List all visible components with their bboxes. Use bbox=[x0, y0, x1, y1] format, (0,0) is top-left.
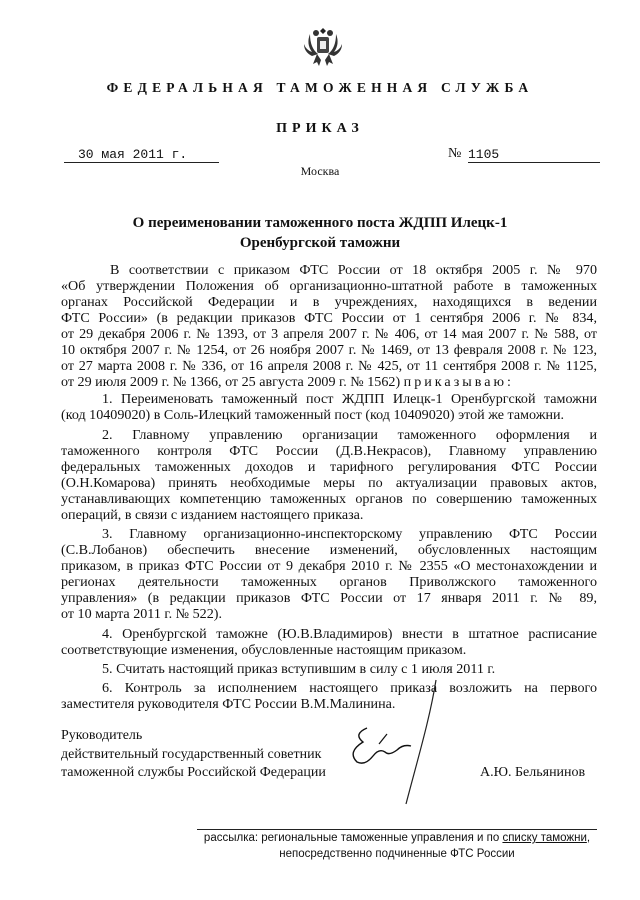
body-line: 3. Главному организационно-инспекторскому управлению ФТС России bbox=[102, 526, 597, 542]
body-line-text: от 29 июля 2009 г. № 1366, от 25 августа 2009 г. № 1562) bbox=[61, 374, 401, 390]
body-line: заместителя руководителя ФТС России В.М.Малинина. bbox=[61, 696, 396, 712]
body-line: федеральных таможенных доходов и тарифного регулирования ФТС России bbox=[61, 459, 597, 475]
signer-role-2: действительный государственный советник bbox=[61, 747, 322, 762]
body-line: органах Российской Федерации и в учреждениях, находящихся в ведении bbox=[61, 294, 597, 310]
body-line: таможенного контроля ФТС России (Д.В.Некрасов), Главному управлению bbox=[61, 443, 597, 459]
order-date: 30 мая 2011 г. bbox=[64, 147, 219, 163]
body-line: от 29 декабря 2006 г. № 1393, от 3 апреля 2007 г. № 406, от 14 мая 2007 г. № 588, от bbox=[61, 326, 597, 342]
body-line bbox=[61, 374, 597, 390]
title-line-1: О переименовании таможенного поста ЖДПП Илецк-1 bbox=[132, 215, 508, 231]
handwritten-signature bbox=[345, 722, 420, 780]
body-line: операций, в связи с изданием настоящего приказа. bbox=[61, 507, 364, 523]
distribution-prefix: рассылка: региональные таможенные управления и по bbox=[203, 832, 503, 844]
body-line: устанавливающих компетенцию таможенных органов по совершению таможенных bbox=[61, 491, 597, 507]
body-line: 1. Переименовать таможенный пост ЖДПП Илецк-1 Оренбургской таможни bbox=[102, 391, 597, 407]
body-line: 10 октября 2007 г. № 1254, от 26 ноября 2007 г. № 1469, от 13 февраля 2008 г. № 123, bbox=[61, 342, 597, 358]
body-line: соответствующие изменения, обусловленные настоящим приказом. bbox=[61, 642, 467, 658]
signer-role-1: Руководитель bbox=[61, 728, 143, 743]
body-line: В соответствии с приказом ФТС России от 18 октября 2005 г. № 970 bbox=[110, 262, 597, 278]
order-verb: приказываю: bbox=[403, 374, 514, 390]
distribution-line-1 bbox=[197, 832, 597, 844]
city: Москва bbox=[300, 164, 340, 178]
order-title bbox=[0, 213, 640, 253]
order-number: 1105 bbox=[468, 147, 600, 163]
body-line: от 27 марта 2008 г. № 336, от 16 апреля 2008 г. № 425, от 11 сентября 2008 г. № 1125, bbox=[61, 358, 597, 374]
title-line-2: Оренбургской таможни bbox=[239, 235, 401, 251]
body-line: от 10 марта 2011 г. № 522). bbox=[61, 606, 222, 622]
body-line: приказом, в приказ ФТС России от 9 декабря 2010 г. № 2355 «О местонахождении и bbox=[61, 558, 597, 574]
body-line: 5. Считать настоящий приказ вступившим в силу с 1 июля 2011 г. bbox=[102, 661, 496, 677]
signer-role-3: таможенной службы Российской Федерации bbox=[61, 765, 326, 780]
body-line: регионах деятельности таможенных органов Приволжского таможенного bbox=[61, 574, 597, 590]
russian-coat-of-arms-icon bbox=[302, 24, 344, 72]
body-line: (код 10409020) в Соль-Илецкий таможенный пост (код 10409020) этой же таможни. bbox=[61, 407, 565, 423]
document-type: ПРИКАЗ bbox=[276, 121, 364, 136]
signer-name: А.Ю. Бельянинов bbox=[480, 765, 586, 780]
distribution-line-2: непосредственно подчиненные ФТС России bbox=[279, 848, 515, 860]
distribution-rule bbox=[197, 829, 597, 830]
organization-name: ФЕДЕРАЛЬНАЯ ТАМОЖЕННАЯ СЛУЖБА bbox=[106, 80, 534, 95]
body-line: 4. Оренбургской таможне (Ю.В.Владимиров) внести в штатное расписание bbox=[102, 626, 597, 642]
body-line: (С.В.Лобанов) обеспечить внесение изменений, обусловленных настоящим bbox=[61, 542, 597, 558]
body-line: 2. Главному управлению организации таможенного оформления и bbox=[102, 427, 597, 443]
body-line: управления» (в редакции приказов ФТС России от 17 января 2011 г. № 89, bbox=[61, 590, 597, 606]
body-line: (О.Н.Комарова) принять необходимые меры по актуализации правовых актов, bbox=[61, 475, 597, 491]
distribution-link: списку таможни bbox=[502, 832, 587, 844]
body-line: «Об утверждении Положения об организационно-штатной работе в таможенных bbox=[61, 278, 597, 294]
body-line: 6. Контроль за исполнением настоящего приказа возложить на первого bbox=[102, 680, 597, 696]
number-label: № bbox=[448, 146, 462, 161]
body-line: ФТС России» (в редакции приказов ФТС России от 1 сентября 2006 г. № 834, bbox=[61, 310, 597, 326]
distribution-suffix: , bbox=[586, 832, 591, 844]
